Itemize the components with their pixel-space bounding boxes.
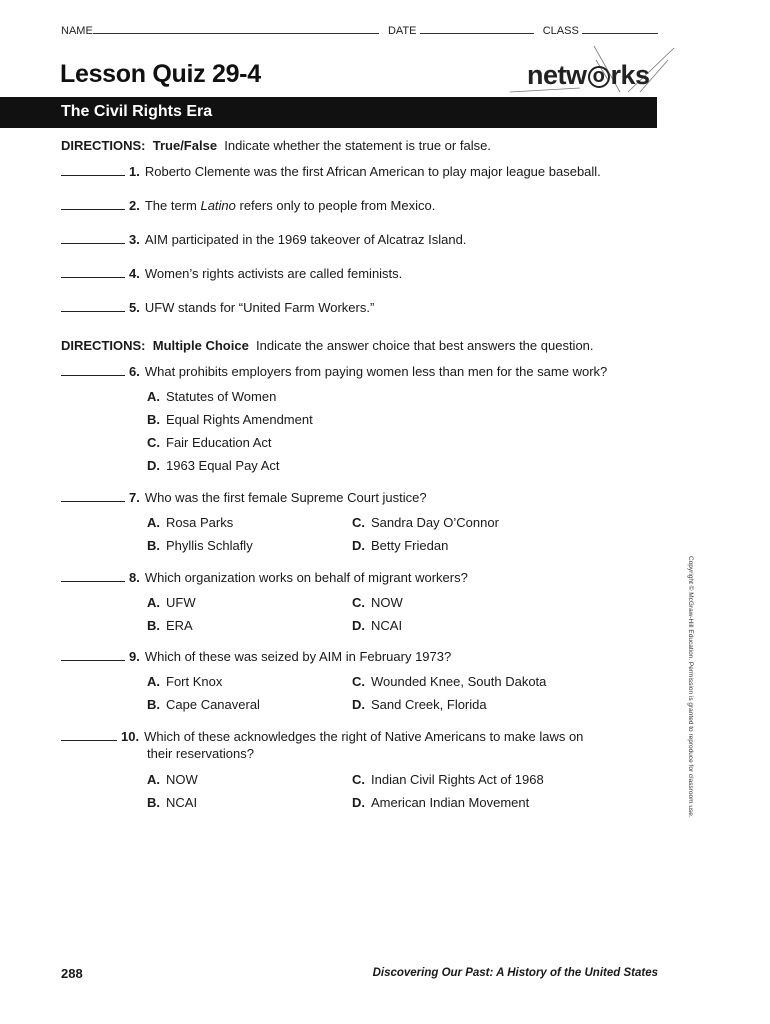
class-label: CLASS bbox=[542, 25, 579, 37]
option-letter: D. bbox=[352, 538, 365, 553]
option-10b[interactable] bbox=[147, 795, 197, 810]
question-10-line2: their reservations? bbox=[147, 746, 254, 761]
option-letter: A. bbox=[147, 389, 160, 404]
option-6a[interactable] bbox=[147, 389, 276, 404]
option-text: NCAI bbox=[166, 795, 198, 810]
date-blank[interactable] bbox=[420, 24, 534, 34]
question-text-italic: Latino bbox=[200, 198, 236, 213]
question-text: Which of these was seized by AIM in February 1973? bbox=[144, 649, 452, 664]
answer-blank[interactable] bbox=[61, 650, 125, 661]
question-text: AIM participated in the 1969 takeover of Alcatraz Island. bbox=[144, 232, 467, 247]
logo-text-end: rks bbox=[610, 60, 650, 90]
question-text-start: The term bbox=[144, 198, 201, 213]
option-9b[interactable] bbox=[147, 697, 260, 712]
option-8c[interactable] bbox=[352, 595, 403, 610]
option-7d[interactable] bbox=[352, 538, 448, 553]
option-text: Wounded Knee, South Dakota bbox=[371, 674, 547, 689]
question-10 bbox=[61, 729, 583, 744]
option-text: UFW bbox=[166, 595, 196, 610]
option-letter: D. bbox=[352, 795, 365, 810]
directions-label: DIRECTIONS: bbox=[61, 338, 146, 353]
answer-blank[interactable] bbox=[61, 571, 125, 582]
book-title: Discovering Our Past: A History of the United States bbox=[372, 967, 658, 979]
option-text: Equal Rights Amendment bbox=[166, 412, 313, 427]
option-text: NOW bbox=[166, 772, 198, 787]
option-10a[interactable] bbox=[147, 772, 198, 787]
option-letter: B. bbox=[147, 618, 160, 633]
page-number: 288 bbox=[61, 966, 83, 981]
option-text: NOW bbox=[371, 595, 403, 610]
option-letter: B. bbox=[147, 795, 160, 810]
answer-blank[interactable] bbox=[61, 199, 125, 210]
answer-blank[interactable] bbox=[61, 301, 125, 312]
option-10d[interactable] bbox=[352, 795, 529, 810]
multiple-choice-directions bbox=[61, 338, 594, 353]
question-text: Women’s rights activists are called feminists. bbox=[144, 266, 403, 281]
directions-label: DIRECTIONS: bbox=[61, 138, 146, 153]
question-number: 1. bbox=[129, 164, 140, 179]
answer-blank[interactable] bbox=[61, 491, 125, 502]
question-2 bbox=[61, 198, 435, 213]
question-3 bbox=[61, 232, 466, 247]
option-7a[interactable] bbox=[147, 515, 233, 530]
name-blank[interactable] bbox=[93, 24, 379, 34]
option-letter: B. bbox=[147, 412, 160, 427]
true-false-directions bbox=[61, 138, 491, 153]
option-text: Rosa Parks bbox=[166, 515, 234, 530]
option-8a[interactable] bbox=[147, 595, 196, 610]
option-6c[interactable] bbox=[147, 435, 272, 450]
option-text: Betty Friedan bbox=[371, 538, 449, 553]
option-9a[interactable] bbox=[147, 674, 222, 689]
question-text: UFW stands for “United Farm Workers.” bbox=[144, 300, 375, 315]
question-text-end: refers only to people from Mexico. bbox=[235, 198, 436, 213]
option-letter: C. bbox=[352, 674, 365, 689]
option-text: Cape Canaveral bbox=[166, 697, 260, 712]
question-number: 2. bbox=[129, 198, 140, 213]
question-text: What prohibits employers from paying women less than men for the same work? bbox=[144, 364, 608, 379]
option-letter: A. bbox=[147, 595, 160, 610]
option-letter: D. bbox=[147, 458, 160, 473]
option-letter: B. bbox=[147, 538, 160, 553]
option-6b[interactable] bbox=[147, 412, 313, 427]
option-text: Fair Education Act bbox=[166, 435, 272, 450]
directions-type: Multiple Choice bbox=[152, 338, 249, 353]
directions-text: Indicate the answer choice that best answers the question. bbox=[256, 338, 594, 353]
logo-text-start: netw bbox=[527, 60, 587, 90]
logo-text-globe: o bbox=[588, 66, 610, 88]
question-number: 3. bbox=[129, 232, 140, 247]
option-9d[interactable] bbox=[352, 697, 487, 712]
option-letter: C. bbox=[352, 515, 365, 530]
question-text-line1: Which of these acknowledges the right of Native Americans to make laws on bbox=[144, 729, 584, 744]
question-number: 4. bbox=[129, 266, 140, 281]
option-text: Fort Knox bbox=[166, 674, 223, 689]
answer-blank[interactable] bbox=[61, 165, 125, 176]
lesson-subtitle: The Civil Rights Era bbox=[61, 103, 213, 120]
option-text: ERA bbox=[166, 618, 193, 633]
option-8b[interactable] bbox=[147, 618, 193, 633]
question-text: Who was the first female Supreme Court justice? bbox=[144, 490, 427, 505]
option-text: Phyllis Schlafly bbox=[166, 538, 253, 553]
option-text: Statutes of Women bbox=[166, 389, 277, 404]
copyright-notice: Copyright © McGraw-Hill Education. Permission is granted to reproduce for classroom use. bbox=[687, 556, 694, 818]
option-10c[interactable] bbox=[352, 772, 544, 787]
option-text: Sandra Day O’Connor bbox=[371, 515, 499, 530]
option-letter: A. bbox=[147, 515, 160, 530]
question-9 bbox=[61, 649, 451, 664]
answer-blank[interactable] bbox=[61, 365, 125, 376]
question-number: 7. bbox=[129, 490, 140, 505]
option-text: Indian Civil Rights Act of 1968 bbox=[371, 772, 544, 787]
question-1 bbox=[61, 164, 601, 179]
name-label: NAME bbox=[61, 25, 93, 37]
option-text: Sand Creek, Florida bbox=[371, 697, 487, 712]
question-7 bbox=[61, 490, 427, 505]
question-number: 10. bbox=[121, 729, 140, 744]
question-number: 9. bbox=[129, 649, 140, 664]
question-number: 8. bbox=[129, 570, 140, 585]
option-text: American Indian Movement bbox=[371, 795, 530, 810]
option-letter: C. bbox=[147, 435, 160, 450]
option-7b[interactable] bbox=[147, 538, 253, 553]
date-label: DATE bbox=[387, 25, 417, 37]
quiz-title: Lesson Quiz 29-4 bbox=[60, 60, 261, 88]
option-letter: D. bbox=[352, 697, 365, 712]
answer-blank[interactable] bbox=[61, 730, 117, 741]
question-number: 6. bbox=[129, 364, 140, 379]
question-6 bbox=[61, 364, 607, 379]
option-text: 1963 Equal Pay Act bbox=[166, 458, 280, 473]
option-letter: D. bbox=[352, 618, 365, 633]
student-info-header bbox=[61, 24, 658, 37]
class-blank[interactable] bbox=[582, 24, 658, 34]
answer-blank[interactable] bbox=[61, 233, 125, 244]
question-5 bbox=[61, 300, 374, 315]
directions-type: True/False bbox=[152, 138, 218, 153]
answer-blank[interactable] bbox=[61, 267, 125, 278]
option-8d[interactable] bbox=[352, 618, 402, 633]
option-letter: A. bbox=[147, 772, 160, 787]
option-7c[interactable] bbox=[352, 515, 499, 530]
question-8 bbox=[61, 570, 468, 585]
option-text: NCAI bbox=[371, 618, 403, 633]
networks-logo bbox=[527, 60, 650, 91]
question-number: 5. bbox=[129, 300, 140, 315]
question-4 bbox=[61, 266, 402, 281]
option-9c[interactable] bbox=[352, 674, 546, 689]
option-letter: A. bbox=[147, 674, 160, 689]
option-letter: B. bbox=[147, 697, 160, 712]
option-letter: C. bbox=[352, 772, 365, 787]
question-text: Which organization works on behalf of migrant workers? bbox=[144, 570, 468, 585]
option-6d[interactable] bbox=[147, 458, 279, 473]
option-letter: C. bbox=[352, 595, 365, 610]
directions-text: Indicate whether the statement is true or false. bbox=[224, 138, 491, 153]
question-text: Roberto Clemente was the first African American to play major league baseball. bbox=[144, 164, 601, 179]
